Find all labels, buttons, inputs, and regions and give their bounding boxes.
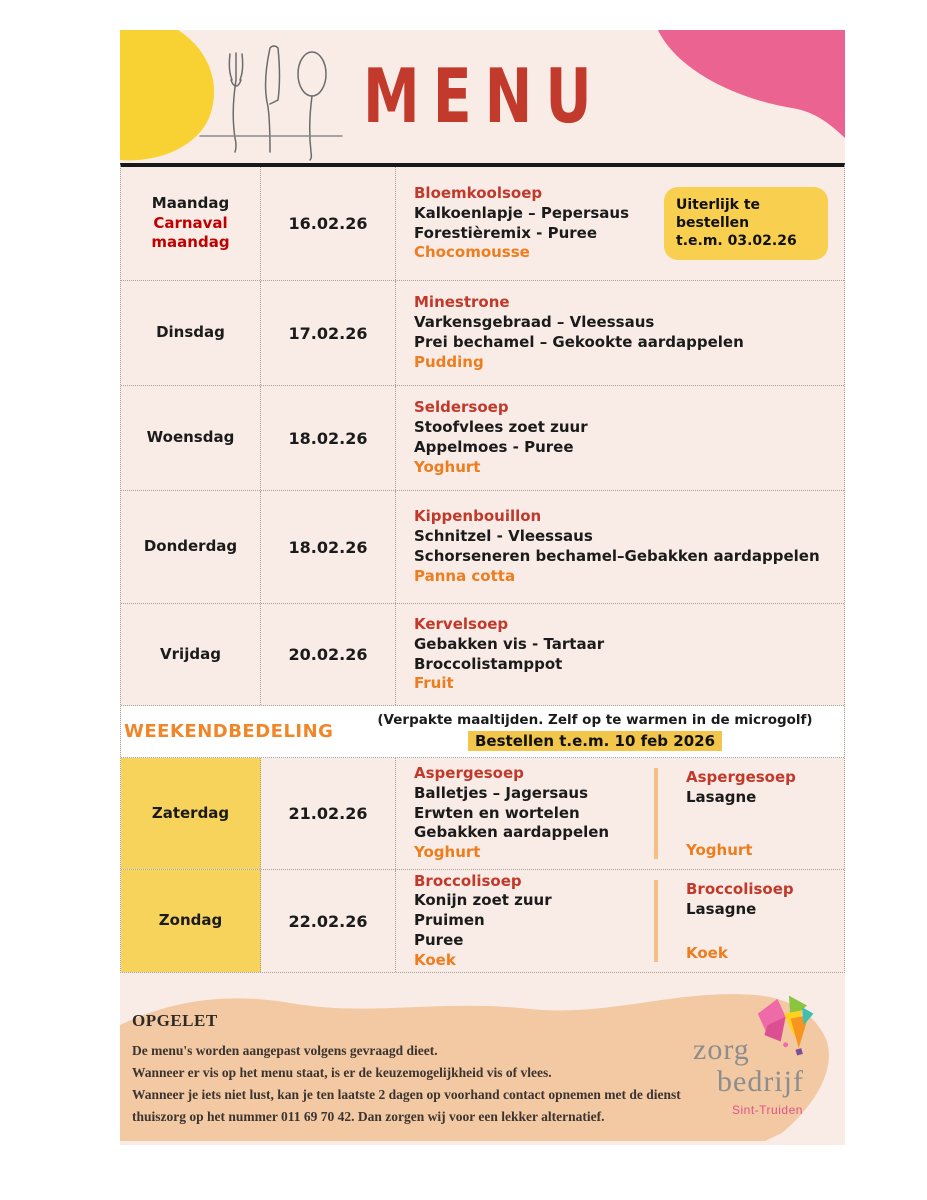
table-row-donderdag bbox=[121, 491, 844, 604]
order-note-line: bestellen bbox=[676, 215, 750, 232]
main-line: Gebakken aardappelen bbox=[414, 823, 610, 842]
dessert-line: Panna cotta bbox=[414, 566, 516, 585]
soup-line: Minestrone bbox=[414, 293, 510, 312]
day-label: Maandag bbox=[151, 194, 230, 213]
main-line: Puree bbox=[414, 930, 464, 949]
date-cell: 18.02.26 bbox=[261, 491, 396, 603]
day-label: Donderdag bbox=[143, 537, 238, 556]
day-note: Carnaval maandag bbox=[151, 213, 230, 252]
main-line: Broccolistamppot bbox=[414, 654, 563, 673]
dessert-line: Pudding bbox=[414, 352, 484, 371]
weekend-menu-main bbox=[396, 871, 654, 969]
date-cell: 22.02.26 bbox=[261, 870, 396, 972]
notice-line: Wanneer je iets niet lust, kan je ten laatste 2 dagen op voorhand contact opnemen met de dienst thuiszorg op het nummer 011 69 70 42. Dan zorgen wij voor een lekker alternatief. bbox=[132, 1086, 681, 1124]
date-cell: 20.02.26 bbox=[261, 604, 396, 705]
weekend-menu-alternative bbox=[658, 878, 836, 964]
date-cell: 17.02.26 bbox=[261, 281, 396, 385]
notice-line: Wanneer er vis op het menu staat, is er de keuzemogelijkheid vis of vlees. bbox=[132, 1064, 552, 1080]
table-row-woensdag bbox=[121, 386, 844, 491]
main-line: Lasagne bbox=[686, 787, 757, 806]
main-line: Appelmoes - Puree bbox=[414, 438, 574, 456]
table-row-zaterdag bbox=[121, 758, 844, 870]
table-row-dinsdag bbox=[121, 281, 844, 386]
date-cell: 21.02.26 bbox=[261, 758, 396, 869]
menu-cell bbox=[396, 491, 844, 603]
pink-blob bbox=[658, 30, 845, 138]
cutlery-icon bbox=[182, 34, 352, 162]
order-note-line: Uiterlijk te bbox=[676, 197, 761, 213]
day-cell bbox=[121, 386, 261, 490]
main-line: Stoofvlees zoet zuur bbox=[414, 418, 588, 437]
main-line: Gebakken vis - Tartaar bbox=[414, 634, 605, 653]
weekend-title: WEEKENDBEDELING bbox=[124, 721, 334, 742]
logo-text-zorg: zorg bbox=[693, 1033, 750, 1066]
main-line: Pruimen bbox=[414, 911, 485, 930]
main-line: Konijn zoet zuur bbox=[414, 891, 552, 910]
menu-cell bbox=[396, 386, 844, 490]
logo-heart-icon bbox=[743, 989, 825, 1067]
soup-line: Broccolisoep bbox=[414, 871, 522, 890]
date-cell: 16.02.26 bbox=[261, 167, 396, 280]
table-row-zondag bbox=[121, 870, 844, 972]
dessert-line: Yoghurt bbox=[686, 841, 753, 860]
soup-line: Kervelsoep bbox=[414, 614, 509, 633]
soup-line: Broccolisoep bbox=[686, 880, 794, 898]
soup-line: Aspergesoep bbox=[686, 768, 796, 786]
soup-line: Seldersoep bbox=[414, 398, 509, 417]
main-line: Balletjes – Jagersaus bbox=[414, 783, 589, 802]
day-cell bbox=[121, 604, 261, 705]
day-cell bbox=[121, 758, 261, 869]
notice-line: De menu's worden aangepast volgens gevraagd dieet. bbox=[132, 1043, 438, 1058]
day-label: Vrijdag bbox=[160, 644, 221, 663]
day-cell bbox=[121, 491, 261, 603]
weekend-section-header bbox=[121, 706, 844, 758]
footer bbox=[120, 973, 845, 1146]
menu-cell bbox=[396, 604, 844, 705]
main-line: Varkensgebraad – Vleessaus bbox=[414, 313, 655, 332]
soup-line: Bloemkoolsoep bbox=[414, 183, 543, 202]
day-cell bbox=[121, 167, 261, 280]
header bbox=[120, 30, 845, 163]
soup-line: Aspergesoep bbox=[414, 764, 524, 783]
order-deadline-note bbox=[664, 187, 828, 260]
zorgbedrijf-logo bbox=[685, 989, 843, 1139]
menu-cell bbox=[396, 281, 844, 385]
day-cell bbox=[121, 870, 261, 972]
weekend-notes bbox=[346, 712, 844, 751]
main-line: Kalkoenlapje – Pepersaus bbox=[414, 203, 630, 222]
main-line: Schorseneren bechamel–Gebakken aardappelen bbox=[414, 547, 820, 565]
table-row-vrijdag bbox=[121, 604, 844, 706]
day-cell bbox=[121, 281, 261, 385]
dessert-line: Koek bbox=[414, 950, 456, 969]
menu-cell bbox=[396, 870, 844, 972]
dessert-line: Koek bbox=[686, 944, 728, 963]
logo-text-bedrijf: bedrijf bbox=[717, 1065, 804, 1098]
main-line: Lasagne bbox=[686, 899, 757, 918]
day-label: Woensdag bbox=[146, 428, 235, 447]
dessert-line: Chocomousse bbox=[414, 243, 530, 262]
day-label: Zondag bbox=[158, 911, 223, 930]
weekend-subtitle: (Verpakte maaltijden. Zelf op te warmen in de microgolf) bbox=[377, 712, 813, 728]
day-label: Zaterdag bbox=[151, 803, 230, 822]
date-cell: 18.02.26 bbox=[261, 386, 396, 490]
notice-title: OPGELET bbox=[132, 1011, 218, 1030]
dessert-line: Yoghurt bbox=[414, 843, 481, 862]
main-line: Forestièremix - Puree bbox=[414, 223, 598, 242]
menu-cell bbox=[396, 758, 844, 869]
dessert-line: Yoghurt bbox=[414, 457, 481, 476]
logo-text-city: Sint-Truiden bbox=[732, 1103, 803, 1117]
main-line: Erwten en wortelen bbox=[414, 803, 580, 822]
content-area bbox=[120, 30, 845, 1145]
main-line: Prei bechamel – Gekookte aardappelen bbox=[414, 333, 744, 351]
page-title: MENU bbox=[363, 53, 605, 141]
weekend-menu-main bbox=[396, 766, 654, 861]
table-row-maandag bbox=[121, 167, 844, 281]
weekend-menu-alternative bbox=[658, 766, 836, 861]
day-label: Dinsdag bbox=[156, 323, 225, 342]
notice-block bbox=[132, 1011, 707, 1127]
main-line: Schnitzel - Vleessaus bbox=[414, 527, 593, 546]
order-note-line: t.e.m. 03.02.26 bbox=[676, 233, 797, 250]
weekend-order-deadline: Bestellen t.e.m. 10 feb 2026 bbox=[468, 731, 722, 751]
dessert-line: Fruit bbox=[414, 674, 454, 693]
menu-table bbox=[120, 163, 845, 973]
soup-line: Kippenbouillon bbox=[414, 507, 542, 526]
